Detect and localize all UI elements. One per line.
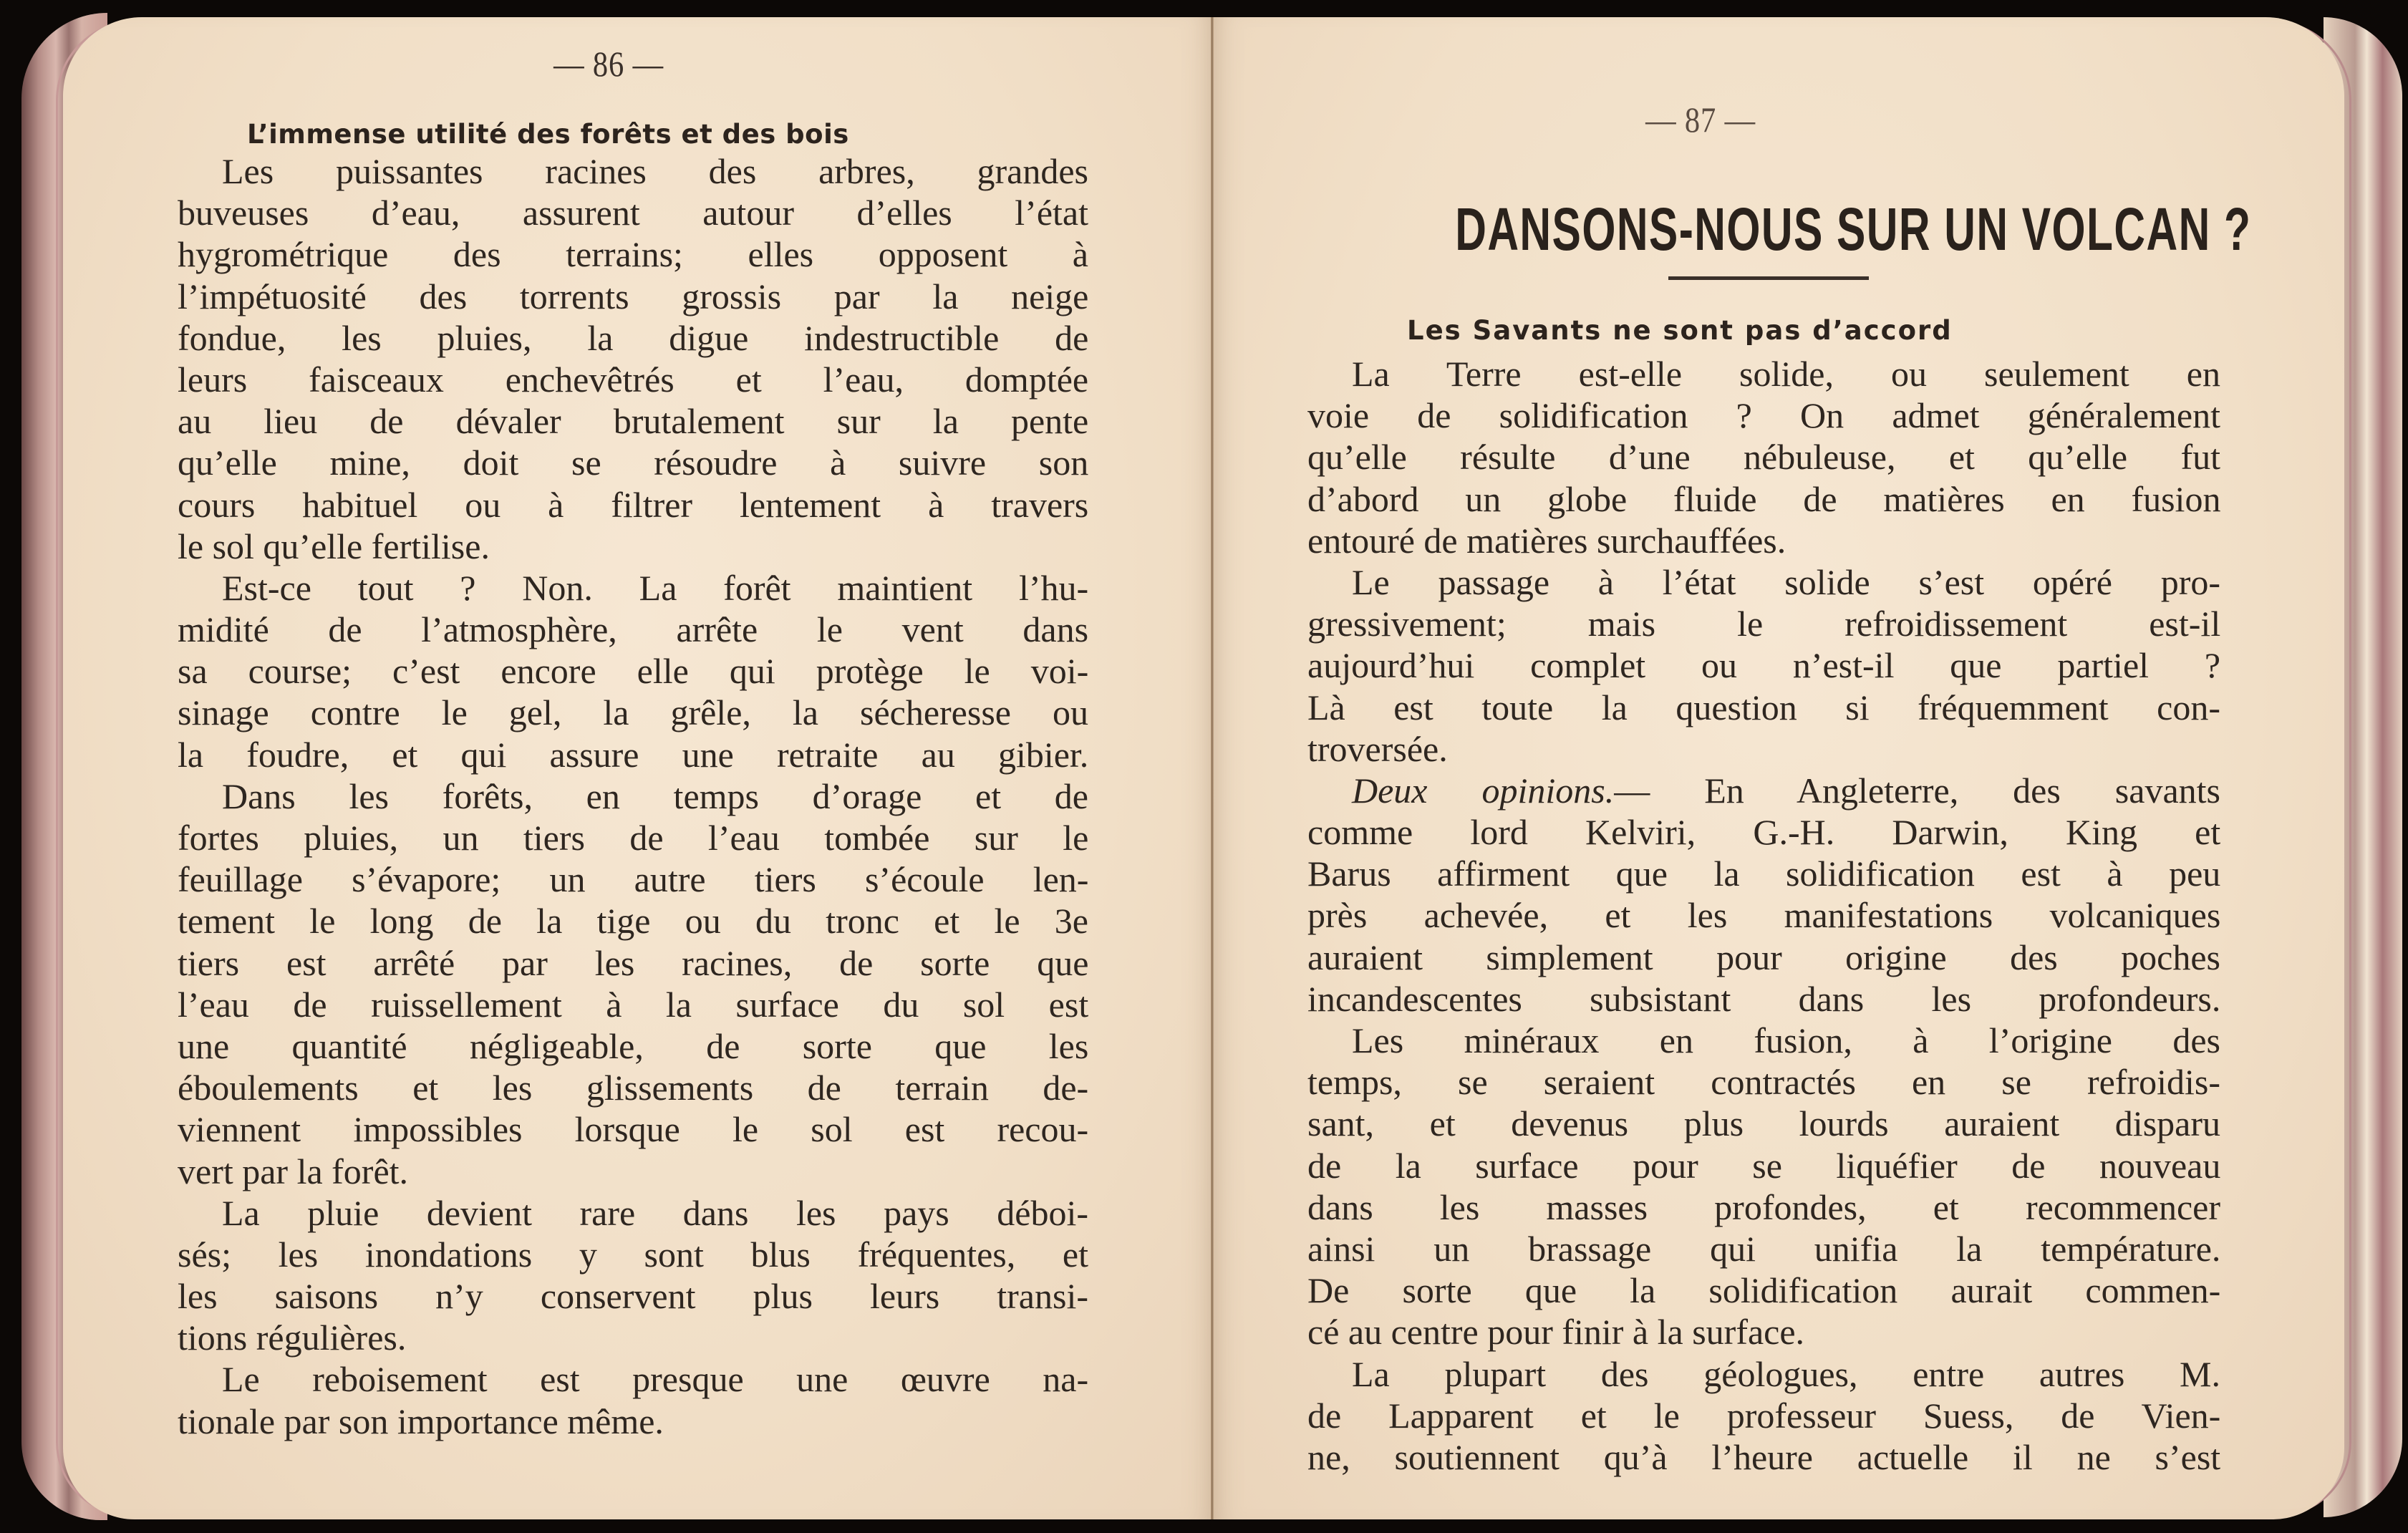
text-line [178,1192,1088,1234]
line-text: sinage contre le gel, la grêle, la sécheresse ou [178,692,1088,733]
line-text: sant, et devenus plus lourds auraient disparu [1307,1103,2220,1144]
line-text: viennent impossibles lorsque le sol est recou- [178,1109,1089,1150]
line-text: tions régulières. [178,1317,407,1358]
line-text: tionale par son importance même. [178,1401,664,1441]
line-text: Barus affirment que la solidification est à peu [1307,853,2221,894]
line-text: buveuses d’eau, assurent autour d’elles l’état [178,193,1088,233]
text-line [1307,1186,2220,1228]
text-line [1307,353,2220,395]
text-line [1307,1311,2220,1353]
line-text: au lieu de dévaler brutalement sur la pente [178,401,1089,442]
text-line [178,1317,1088,1358]
text-line [178,609,1088,650]
line-text: temps, se seraient contractés en se refroidis- [1307,1062,2220,1103]
line-text: Dans les forêts, en temps d’orage et de [222,775,1088,816]
text-line [178,526,1088,567]
text-line [178,1358,1088,1400]
line-text: vert par la forêt. [178,1151,409,1191]
chapter-title: DANSONS-NOUS SUR UN VOLCAN ? [1455,195,2252,263]
line-text: ainsi un brassage qui unifia la température. [1307,1228,2221,1269]
text-line [1307,1270,2220,1311]
line-text: De sorte que la solidification aurait commen- [1307,1270,2221,1311]
text-line [1307,478,2220,520]
text-line [178,650,1088,692]
text-line [1307,894,2220,936]
text-line [178,1401,1088,1442]
line-text: éboulements et les glissements de terrain de- [178,1068,1089,1108]
line-text: cé au centre pour finir à la surface. [1307,1312,1805,1353]
text-line [178,442,1088,483]
text-line [1307,1145,2220,1186]
text-line [178,484,1088,526]
line-text: fortes pluies, un tiers de l’eau tombée sur le [178,818,1089,858]
line-text: auraient simplement pour origine des poches [1307,937,2220,977]
text-line [178,859,1088,900]
text-line [1307,1020,2220,1061]
line-text: feuillage s’évapore; un autre tiers s’écoule len- [178,859,1089,900]
line-text: incandescentes subsistant dans les profondeurs. [1307,978,2221,1019]
line-text: fondue, les pluies, la digue indestructible de [178,317,1089,358]
line-text: d’abord un globe fluide de matières en fusion [1307,478,2221,519]
line-text: hygrométrique des terrains; elles opposent à [178,234,1088,275]
text-line [1307,770,2220,811]
text-line [178,317,1088,359]
line-text: midité de l’atmosphère, arrête le vent dans [178,609,1089,650]
line-text: qu’elle mine, doit se résoudre à suivre son [178,443,1089,483]
line-text: aujourd’hui complet ou n’est-il que partiel ? [1307,645,2221,686]
page-number-right: — 87 — [1645,100,1756,140]
text-line [1307,561,2220,603]
text-line [178,192,1088,233]
line-text: ne, soutiennent qu’à l’heure actuelle il ne s’est [1307,1436,2221,1477]
line-text: Le passage à l’état solide s’est opéré pro- [1352,561,2221,602]
text-line [178,1151,1088,1192]
text-line [1307,436,2220,478]
line-text: les saisons n’y conservent plus leurs transi- [178,1276,1088,1317]
line-text: près achevée, et les manifestations volcaniques [1307,895,2221,936]
line-text: La Terre est-elle solide, ou seulement en [1352,354,2220,394]
text-line [178,1234,1088,1275]
line-text: dans les masses profondes, et recommencer [1307,1186,2220,1227]
text-line [178,400,1088,442]
text-line [178,984,1088,1025]
line-text: une quantité négligeable, de sorte que les [178,1025,1089,1066]
line-text: de la surface pour se liquéfier de nouveau [1307,1145,2221,1186]
text-line [1307,811,2220,853]
text-line [1307,1395,2220,1436]
book-gutter [1211,17,1214,1519]
text-line [178,567,1088,609]
line-text: la foudre, et qui assure une retraite au gibier. [178,734,1089,775]
text-line [178,233,1088,275]
title-rule [1668,276,1869,280]
body-text-right [1307,353,2220,1478]
text-line [1307,1061,2220,1103]
text-line [178,775,1088,817]
text-line [1307,853,2220,894]
line-text: La pluie devient rare dans les pays déboi- [222,1192,1088,1233]
text-line [1307,937,2220,978]
text-line [1307,1228,2220,1270]
line-text: leurs faisceaux enchevêtrés et l’eau, domptée [178,359,1089,400]
text-line [1307,978,2220,1020]
line-text: sés; les inondations y sont blus fréquentes, et [178,1234,1088,1275]
line-text: tement le long de la tige ou du tronc et le 3e [178,901,1088,942]
text-line [1307,395,2220,436]
text-line [178,900,1088,942]
line-text: Est-ce tout ? Non. La forêt maintient l’hu- [222,567,1089,608]
text-line [178,942,1088,984]
text-line [178,150,1088,192]
text-line [178,692,1088,733]
text-line [178,276,1088,317]
line-text: le sol qu’elle fertilise. [178,526,490,566]
line-text: cours habituel ou à filtrer lentement à travers [178,484,1089,525]
line-text: sa course; c’est encore elle qui protège le voi- [178,651,1089,692]
line-text: — En Angleterre, des savants [1614,770,2221,811]
text-line [1307,1103,2220,1144]
line-text: entouré de matières surchauffées. [1307,520,1786,561]
line-text: La plupart des géologues, entre autres M. [1352,1353,2220,1394]
text-line [1307,1353,2220,1395]
text-line [1307,603,2220,644]
text-line [1307,520,2220,561]
text-line [1307,687,2220,728]
section-heading-savants: Les Savants ne sont pas d’accord [1407,315,1953,346]
line-text: Les minéraux en fusion, à l’origine des [1352,1020,2220,1060]
text-line [178,817,1088,859]
line-text: l’eau de ruissellement à la surface du sol est [178,984,1089,1025]
line-text: gressivement; mais le refroidissement est-il [1307,604,2221,644]
body-text-left [178,150,1088,1442]
text-line [1307,1436,2220,1478]
run-in-heading: Deux opinions. [1352,770,1615,811]
text-line [1307,644,2220,686]
line-text: Les puissantes racines des arbres, grandes [222,151,1088,191]
line-text: voie de solidification ? On admet généralement [1307,395,2220,436]
line-text: tiers est arrêté par les racines, de sorte que [178,942,1089,983]
text-line [178,1067,1088,1108]
line-text: Le reboisement est presque une œuvre na- [222,1359,1089,1400]
line-text: qu’elle résulte d’une nébuleuse, et qu’elle fut [1307,437,2220,478]
page-number-left: — 86 — [553,44,664,84]
line-text: troversée. [1307,728,1448,769]
line-text: l’impétuosité des torrents grossis par la neige [178,276,1089,316]
line-text: de Lapparent et le professeur Suess, de Vien- [1307,1395,2221,1436]
text-line [178,734,1088,775]
section-heading-forests: L’immense utilité des forêts et des bois [247,119,849,150]
text-line [178,1275,1088,1317]
line-text: comme lord Kelviri, G.-H. Darwin, King et [1307,812,2221,853]
text-line [178,1108,1088,1150]
line-text: Là est toute la question si fréquemment con- [1307,687,2221,727]
text-line [1307,728,2220,770]
text-line [178,1025,1088,1067]
text-line [178,359,1088,400]
